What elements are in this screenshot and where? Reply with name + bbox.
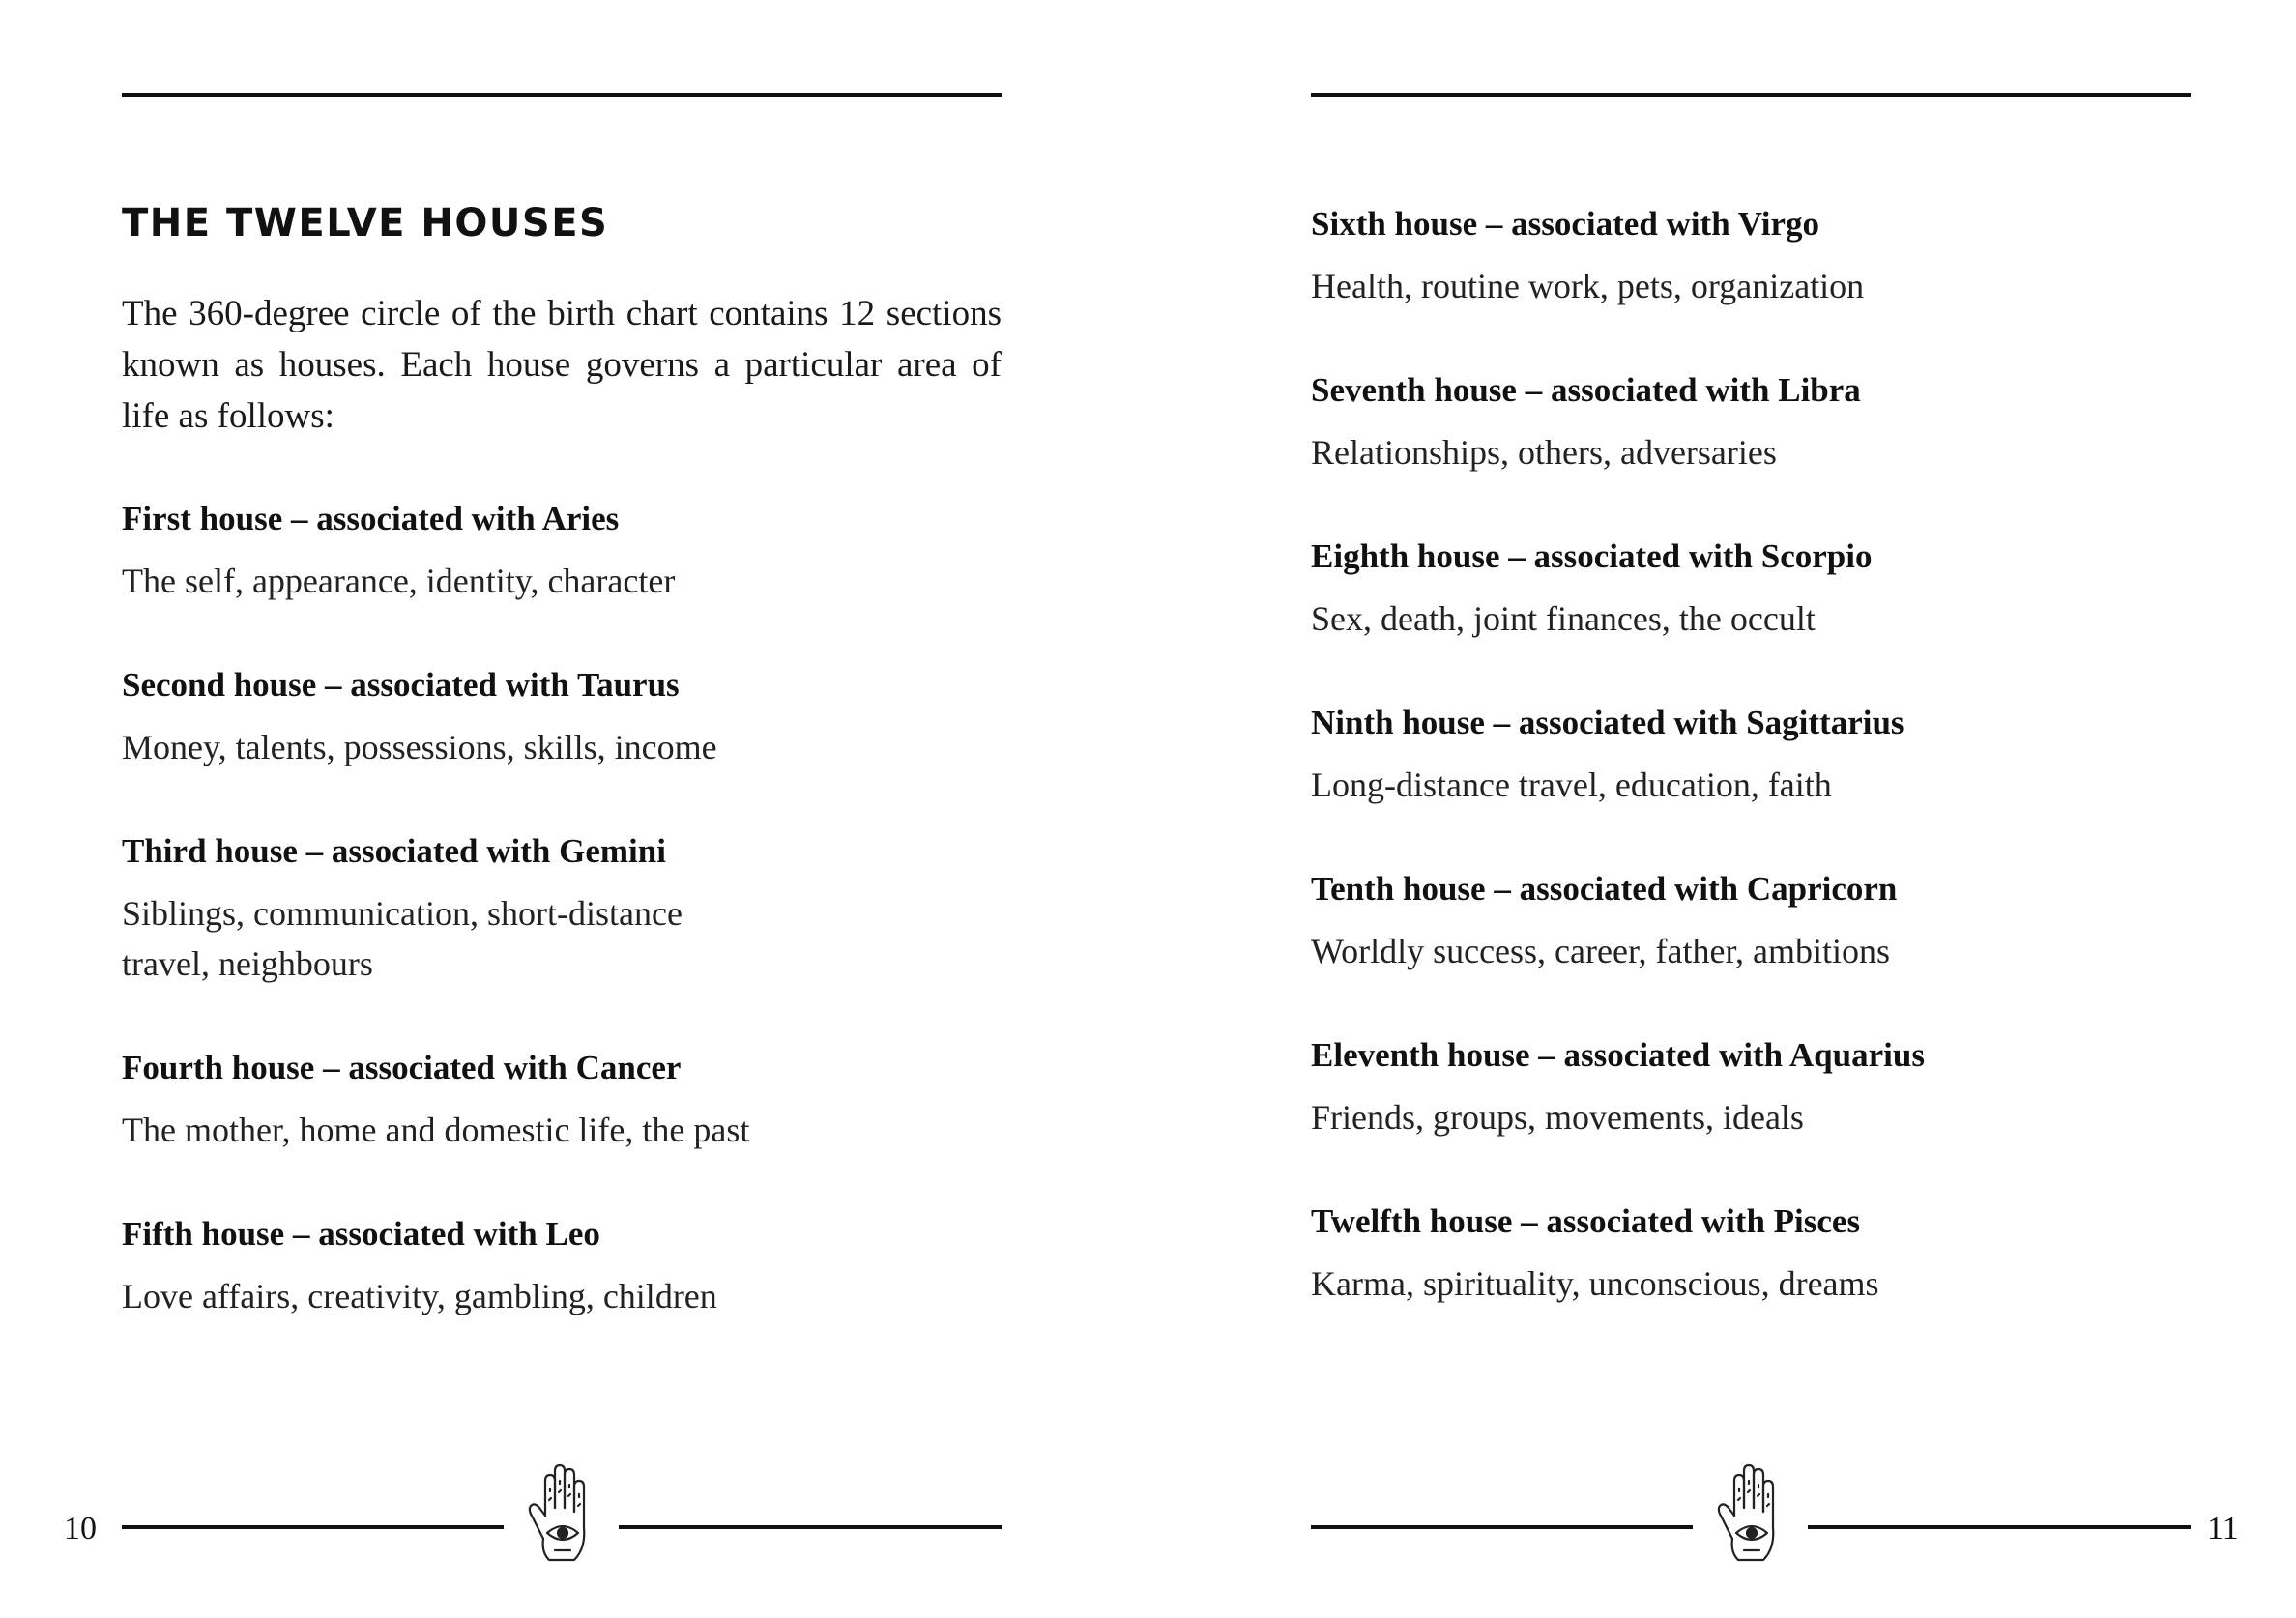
house-entry-sixth — [1311, 200, 2181, 366]
house-description: Relationships, others, adversaries — [1311, 433, 1777, 472]
house-description: The self, appearance, identity, character — [122, 562, 676, 600]
house-description: Love affairs, creativity, gambling, children — [122, 1277, 717, 1315]
page-number: 10 — [64, 1511, 97, 1546]
house-entry-first — [122, 495, 992, 661]
house-entry-twelfth — [1311, 1198, 2181, 1364]
house-list — [122, 495, 992, 1376]
house-description: The mother, home and domestic life, the past — [122, 1111, 750, 1149]
house-title: Fifth house – associated with Leo — [122, 1215, 600, 1253]
house-entry-seventh — [1311, 366, 2181, 533]
house-entry-fourth — [122, 1044, 992, 1210]
house-title: Fourth house – associated with Cancer — [122, 1049, 682, 1086]
top-rule — [1311, 93, 2191, 97]
house-description: Long-distance travel, education, faith — [1311, 766, 1832, 804]
house-description: Money, talents, possessions, skills, income — [122, 728, 717, 766]
house-description: Karma, spirituality, unconscious, dreams — [1311, 1264, 1879, 1303]
footer-rule-left — [122, 1525, 504, 1529]
house-entry-third — [122, 827, 992, 994]
house-title: Tenth house – associated with Capricorn — [1311, 870, 1898, 908]
house-entry-ninth — [1311, 699, 2181, 865]
intro-paragraph: The 360-degree circle of the birth chart contains 12 sections known as houses. Each house governs a particular area of life as follows: — [122, 294, 1002, 436]
house-title: Eleventh house – associated with Aquarius — [1311, 1036, 1925, 1074]
house-title: First house – associated with Aries — [122, 500, 620, 537]
footer-rule-right — [1808, 1525, 2191, 1529]
house-entry-eighth — [1311, 533, 2181, 699]
footer-rule-left — [1311, 1525, 1693, 1529]
house-description: Worldly success, career, father, ambitions — [1311, 932, 1890, 970]
house-description: Siblings, communication, short-distance travel, neighbours — [122, 894, 683, 983]
footer-rule-right — [619, 1525, 1002, 1529]
hand-with-eye-icon — [526, 1459, 596, 1568]
house-entry-tenth — [1311, 865, 2181, 1031]
house-list — [1311, 200, 2181, 1364]
house-title: Twelfth house – associated with Pisces — [1311, 1202, 1861, 1240]
hand-with-eye-icon — [1715, 1459, 1785, 1568]
house-title: Second house – associated with Taurus — [122, 666, 680, 704]
top-rule — [122, 93, 1002, 97]
page-heading: THE TWELVE HOUSES — [122, 201, 609, 246]
house-title: Sixth house – associated with Virgo — [1311, 205, 1820, 243]
right-page — [1148, 0, 2296, 1618]
house-description: Friends, groups, movements, ideals — [1311, 1098, 1804, 1137]
house-title: Ninth house – associated with Sagittarius — [1311, 704, 1904, 741]
page-number: 11 — [2207, 1511, 2239, 1546]
house-description: Health, routine work, pets, organization — [1311, 267, 1865, 305]
house-description: Sex, death, joint finances, the occult — [1311, 599, 1816, 638]
house-title: Third house – associated with Gemini — [122, 832, 666, 870]
house-entry-fifth — [122, 1210, 992, 1376]
house-title: Seventh house – associated with Libra — [1311, 371, 1861, 409]
house-entry-eleventh — [1311, 1031, 2181, 1198]
house-title: Eighth house – associated with Scorpio — [1311, 537, 1873, 575]
house-entry-second — [122, 661, 992, 827]
